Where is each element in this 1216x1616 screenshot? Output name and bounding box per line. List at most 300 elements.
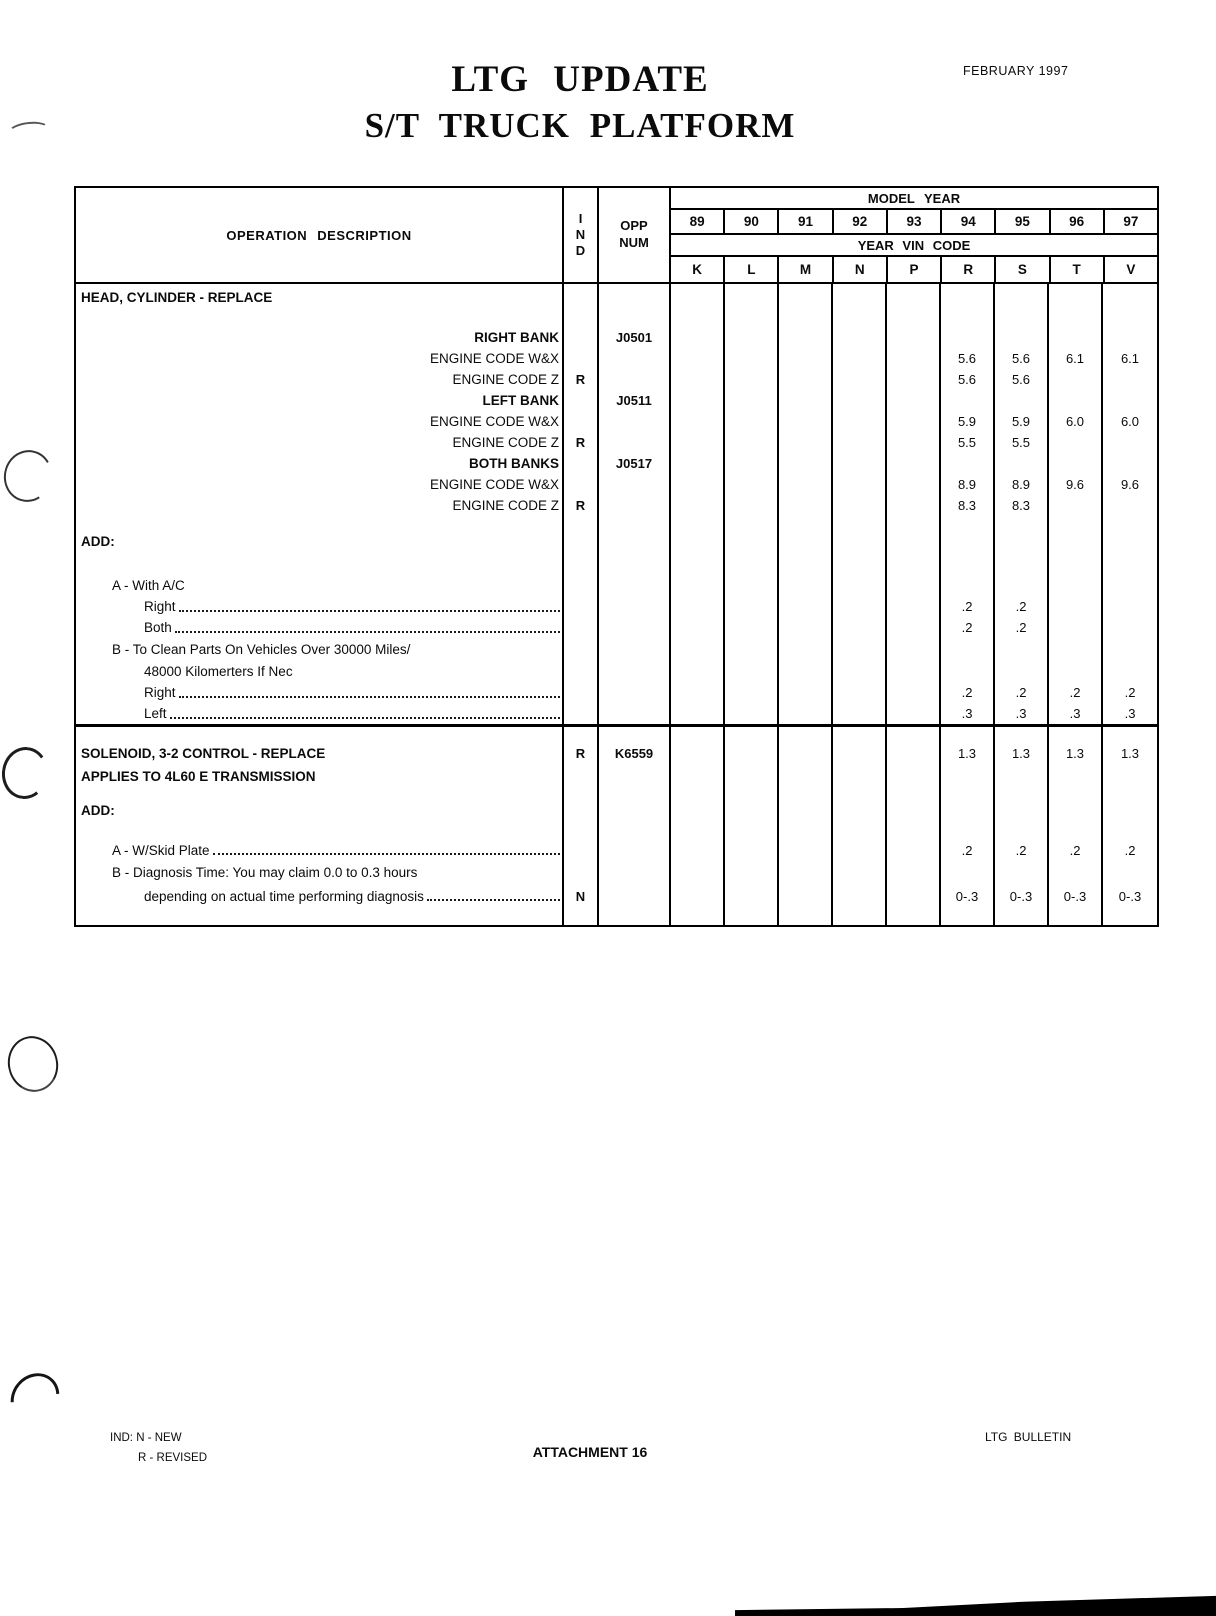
value-cell (941, 552, 995, 574)
opp-num-cell (599, 617, 671, 638)
value-cell (1103, 516, 1157, 530)
value-cell (887, 883, 941, 909)
table-row (76, 727, 1157, 741)
value-cell (725, 432, 779, 453)
operation-description-cell (76, 638, 564, 660)
value-cell (833, 369, 887, 390)
operation-description-cell (76, 310, 564, 326)
value-cell: 8.3 (941, 495, 995, 516)
value-cell: 8.9 (941, 474, 995, 495)
value-cell (941, 638, 995, 660)
value-cell (1049, 787, 1103, 799)
value-cell (779, 660, 833, 682)
value-cell (1049, 596, 1103, 617)
value-cell (887, 660, 941, 682)
table-row (76, 495, 1157, 516)
model-year-header-block (671, 188, 1157, 282)
operation-description-cell (76, 574, 564, 596)
value-cell (887, 638, 941, 660)
value-cell (833, 390, 887, 411)
value-cell (725, 310, 779, 326)
attachment-label: ATTACHMENT 16 (532, 1444, 648, 1460)
value-cell (995, 326, 1049, 348)
ind-cell (564, 596, 599, 617)
value-cell (833, 821, 887, 839)
value-cell (887, 765, 941, 787)
value-cell: 5.5 (995, 432, 1049, 453)
value-cell (725, 617, 779, 638)
opp-num-cell (599, 883, 671, 909)
value-cell (1103, 552, 1157, 574)
value-cell (887, 284, 941, 310)
opp-num-cell (599, 660, 671, 682)
operation-text: 48000 Kilomerters If Nec (144, 663, 293, 679)
value-cell (995, 638, 1049, 660)
value-cell: .2 (941, 839, 995, 861)
ind-cell (564, 574, 599, 596)
operation-text: ENGINE CODE Z (452, 435, 559, 450)
table-row (76, 530, 1157, 552)
value-cell (1103, 727, 1157, 741)
value-cell (1049, 516, 1103, 530)
table-row (76, 821, 1157, 839)
value-cell (671, 821, 725, 839)
operation-description-cell (76, 861, 564, 883)
value-cell (671, 574, 725, 596)
operation-text: Right (144, 685, 176, 700)
value-cell (671, 596, 725, 617)
opp-num-cell (599, 909, 671, 925)
model-year-label: MODEL YEAR (671, 188, 1157, 210)
value-cell (833, 638, 887, 660)
operation-description-header: OPERATION DESCRIPTION (76, 188, 564, 282)
opp-num-cell (599, 765, 671, 787)
opp-num-cell: K6559 (599, 741, 671, 765)
value-cell: 6.1 (1049, 348, 1103, 369)
value-cell (941, 310, 995, 326)
operation-text: B - Diagnosis Time: You may claim 0.0 to 0.3 hours (112, 864, 418, 880)
value-cell (833, 474, 887, 495)
value-cell: .2 (941, 596, 995, 617)
value-cell (833, 839, 887, 861)
operation-text: A - With A/C (112, 577, 185, 593)
value-cell (941, 765, 995, 787)
table-row (76, 596, 1157, 617)
year-header-cell: 95 (996, 210, 1050, 233)
value-cell (671, 348, 725, 369)
value-cell (887, 703, 941, 724)
operation-description-cell (76, 326, 564, 348)
ind-cell (564, 787, 599, 799)
value-cell: .3 (1124, 706, 1136, 721)
opp-num-cell: J0511 (599, 390, 671, 411)
value-cell (995, 821, 1049, 839)
value-cell (779, 682, 833, 703)
value-cell (887, 453, 941, 474)
value-cell (779, 799, 833, 821)
table-row (76, 284, 1157, 310)
value-cell (725, 883, 779, 909)
opp-num-cell (599, 682, 671, 703)
value-cell: 5.6 (995, 369, 1049, 390)
value-cell (941, 516, 995, 530)
opp-num-cell (599, 284, 671, 310)
table-row (76, 703, 1157, 724)
table-row (76, 839, 1157, 861)
value-cell (941, 727, 995, 741)
value-cell (941, 284, 995, 310)
value-cell (833, 787, 887, 799)
operation-text: SOLENOID, 3-2 CONTROL - REPLACE (81, 745, 326, 761)
operation-description-cell (76, 411, 564, 432)
value-cell (671, 909, 725, 925)
ind-cell (564, 703, 599, 724)
value-cell (995, 765, 1049, 787)
value-cell: 5.6 (941, 348, 995, 369)
value-cell (725, 411, 779, 432)
value-cell (887, 552, 941, 574)
value-cell (725, 821, 779, 839)
value-cell (779, 703, 833, 724)
year-header-cell: 89 (671, 210, 725, 233)
value-cell (725, 552, 779, 574)
operation-text: ADD: (81, 802, 115, 818)
value-cell (1049, 284, 1103, 310)
year-header-cell: 92 (834, 210, 888, 233)
operation-description-cell (76, 787, 564, 799)
value-cell (887, 799, 941, 821)
value-cell: .2 (1124, 685, 1136, 700)
value-cell (1049, 552, 1103, 574)
value-cell (725, 474, 779, 495)
value-cell (887, 596, 941, 617)
operation-description-cell (76, 390, 564, 411)
value-cell (941, 909, 995, 925)
year-header-cell: 90 (725, 210, 779, 233)
value-cell (1049, 821, 1103, 839)
value-cell (995, 861, 1049, 883)
table-row (76, 909, 1157, 925)
operation-description-cell (76, 617, 564, 638)
value-cell (725, 453, 779, 474)
document-date: FEBRUARY 1997 (963, 64, 1069, 78)
ind-legend-line1: IND: N - NEW (110, 1432, 182, 1444)
value-cell (887, 909, 941, 925)
operation-text: ENGINE CODE Z (452, 498, 559, 513)
value-cell (779, 432, 833, 453)
value-cell (941, 574, 995, 596)
year-header-cell: 93 (888, 210, 942, 233)
value-cell (671, 552, 725, 574)
value-cell (725, 574, 779, 596)
table-row (76, 741, 1157, 765)
value-cell (725, 638, 779, 660)
value-cell (833, 432, 887, 453)
table-row (76, 617, 1157, 638)
operation-text: ENGINE CODE W&X (429, 414, 559, 429)
operation-text: ENGINE CODE W&X (429, 477, 559, 492)
operation-text: Right (144, 599, 176, 614)
vin-code-header-cell: V (1126, 262, 1136, 277)
value-cell (833, 682, 887, 703)
value-cell (725, 787, 779, 799)
ind-cell: R (564, 432, 599, 453)
value-cell (887, 348, 941, 369)
vin-code-header-cell: T (1051, 257, 1105, 282)
vin-code-header-cell: R (942, 257, 996, 282)
ind-cell (564, 682, 599, 703)
value-cell: 6.0 (1120, 414, 1140, 429)
value-cell (1049, 390, 1103, 411)
vin-code-header-cell: P (888, 257, 942, 282)
value-cell (779, 495, 833, 516)
ind-cell (564, 839, 599, 861)
value-cell (1103, 453, 1157, 474)
value-cell (779, 861, 833, 883)
opp-num-column-header (599, 188, 671, 282)
value-cell (995, 390, 1049, 411)
ind-cell: R (564, 741, 599, 765)
value-cell (671, 369, 725, 390)
ind-cell (564, 390, 599, 411)
operation-description-cell (76, 765, 564, 787)
value-cell (725, 765, 779, 787)
value-cell (833, 552, 887, 574)
hole-punch-mark (0, 744, 51, 802)
value-cell (725, 348, 779, 369)
ind-cell (564, 310, 599, 326)
value-cell: .2 (1124, 842, 1136, 858)
value-cell (779, 390, 833, 411)
operation-description-cell (76, 799, 564, 821)
value-cell (887, 839, 941, 861)
value-cell: .2 (995, 682, 1049, 703)
value-cell (1049, 326, 1103, 348)
ind-cell (564, 530, 599, 552)
opp-header-line1: OPP (620, 218, 648, 234)
value-cell: .2 (995, 839, 1049, 861)
value-cell (779, 574, 833, 596)
value-cell (1049, 660, 1103, 682)
opp-num-cell (599, 516, 671, 530)
vin-code-header-cell: M (779, 257, 833, 282)
value-cell (1103, 765, 1157, 787)
value-cell: 9.6 (1049, 474, 1103, 495)
value-cell (833, 727, 887, 741)
value-cell (995, 453, 1049, 474)
ind-cell (564, 411, 599, 432)
opp-num-cell (599, 839, 671, 861)
value-cell (995, 660, 1049, 682)
value-cell (995, 909, 1049, 925)
value-cell (887, 617, 941, 638)
ind-header-letter: N (575, 226, 586, 242)
value-cell (995, 552, 1049, 574)
value-cell (995, 310, 1049, 326)
value-cell (1103, 821, 1157, 839)
value-cell (941, 861, 995, 883)
value-cell (671, 727, 725, 741)
operation-description-cell (76, 821, 564, 839)
value-cell (779, 310, 833, 326)
operation-text: HEAD, CYLINDER - REPLACE (81, 289, 273, 305)
value-cell (887, 821, 941, 839)
value-cell (833, 799, 887, 821)
value-cell: 6.1 (1120, 351, 1140, 366)
value-cell: .2 (1049, 682, 1103, 703)
opp-num-cell (599, 703, 671, 724)
value-cell (887, 516, 941, 530)
opp-num-cell (599, 727, 671, 741)
opp-num-cell (599, 787, 671, 799)
value-cell (671, 765, 725, 787)
value-cell (1103, 495, 1157, 516)
year-header-cell: 94 (942, 210, 996, 233)
ind-cell (564, 474, 599, 495)
value-cell (1049, 453, 1103, 474)
value-cell: .2 (1049, 839, 1103, 861)
ind-column-header (564, 188, 599, 282)
value-cell (833, 348, 887, 369)
year-vin-code-label: YEAR VIN CODE (671, 235, 1157, 257)
table-row (76, 883, 1157, 909)
dotted-leader (179, 610, 560, 612)
value-cell (779, 638, 833, 660)
table-row (76, 765, 1157, 787)
value-cell (833, 596, 887, 617)
ind-cell (564, 799, 599, 821)
value-cell (779, 411, 833, 432)
value-cell (1049, 799, 1103, 821)
value-cell (887, 574, 941, 596)
value-cell (671, 703, 725, 724)
value-cell: .3 (995, 703, 1049, 724)
value-cell (887, 326, 941, 348)
operation-description-cell (76, 682, 564, 703)
value-cell (941, 660, 995, 682)
table-row (76, 348, 1157, 369)
value-cell (779, 765, 833, 787)
opp-num-cell (599, 432, 671, 453)
value-cell (671, 411, 725, 432)
value-cell (725, 369, 779, 390)
table-row (76, 552, 1157, 574)
table-row (76, 861, 1157, 883)
opp-num-cell (599, 596, 671, 617)
table-row (76, 660, 1157, 682)
value-cell (779, 839, 833, 861)
vin-code-header-cell: K (671, 257, 725, 282)
ind-header-letter: I (578, 210, 583, 226)
value-cell (833, 703, 887, 724)
value-cell (725, 861, 779, 883)
value-cell (671, 390, 725, 411)
operation-text: depending on actual time performing diagnosis (144, 888, 424, 904)
ind-header-letter: D (575, 243, 586, 259)
operation-text: BOTH BANKS (469, 456, 559, 471)
value-cell: 0-.3 (941, 883, 995, 909)
operation-text: Left (144, 706, 167, 721)
opp-num-cell (599, 638, 671, 660)
value-cell: 5.9 (941, 411, 995, 432)
value-cell (725, 390, 779, 411)
value-cell (1049, 530, 1103, 552)
ind-cell (564, 552, 599, 574)
value-cell (779, 596, 833, 617)
value-cell: 0-.3 (1049, 883, 1103, 909)
value-cell (1049, 638, 1103, 660)
value-cell (671, 617, 725, 638)
value-cell (671, 530, 725, 552)
value-cell: 5.6 (941, 369, 995, 390)
value-cell (995, 530, 1049, 552)
value-cell (1049, 574, 1103, 596)
opp-header-line2: NUM (619, 235, 649, 250)
hole-punch-mark (2, 1031, 64, 1097)
table-row (76, 574, 1157, 596)
value-cell (671, 787, 725, 799)
value-cell (725, 516, 779, 530)
table-row (76, 474, 1157, 495)
value-cell (779, 617, 833, 638)
value-cell (1049, 765, 1103, 787)
value-cell (833, 310, 887, 326)
table-row (76, 432, 1157, 453)
ltg-bulletin-label: LTG BULLETIN (985, 1430, 1072, 1444)
ind-cell (564, 516, 599, 530)
opp-num-cell: J0517 (599, 453, 671, 474)
value-cell (1103, 369, 1157, 390)
value-cell (887, 727, 941, 741)
ind-cell (564, 861, 599, 883)
value-cell: .2 (941, 682, 995, 703)
value-cell (833, 516, 887, 530)
value-cell (833, 741, 887, 765)
ind-cell: R (564, 369, 599, 390)
value-cell (1103, 310, 1157, 326)
value-cell (833, 617, 887, 638)
value-cell (1103, 799, 1157, 821)
value-cell (1049, 310, 1103, 326)
dotted-leader (175, 631, 560, 633)
operation-text: ENGINE CODE Z (452, 372, 559, 387)
operation-text: LEFT BANK (482, 393, 559, 408)
dotted-leader (170, 717, 560, 719)
value-cell: 1.3 (1120, 745, 1140, 761)
operation-description-cell (76, 516, 564, 530)
value-cell (941, 530, 995, 552)
table-row (76, 516, 1157, 530)
value-cell (1049, 369, 1103, 390)
operation-description-cell (76, 495, 564, 516)
value-cell (725, 284, 779, 310)
value-cell (833, 765, 887, 787)
value-cell: .2 (941, 617, 995, 638)
table-header (76, 188, 1157, 284)
value-cell (671, 883, 725, 909)
value-cell: 1.3 (941, 741, 995, 765)
value-cell (671, 799, 725, 821)
value-cell (1103, 284, 1157, 310)
value-cell (833, 326, 887, 348)
table-row (76, 787, 1157, 799)
value-cell (725, 703, 779, 724)
value-cell (1103, 432, 1157, 453)
operation-text: Both (144, 620, 172, 635)
value-cell (779, 369, 833, 390)
operation-description-cell (76, 883, 564, 909)
value-cell (1049, 909, 1103, 925)
